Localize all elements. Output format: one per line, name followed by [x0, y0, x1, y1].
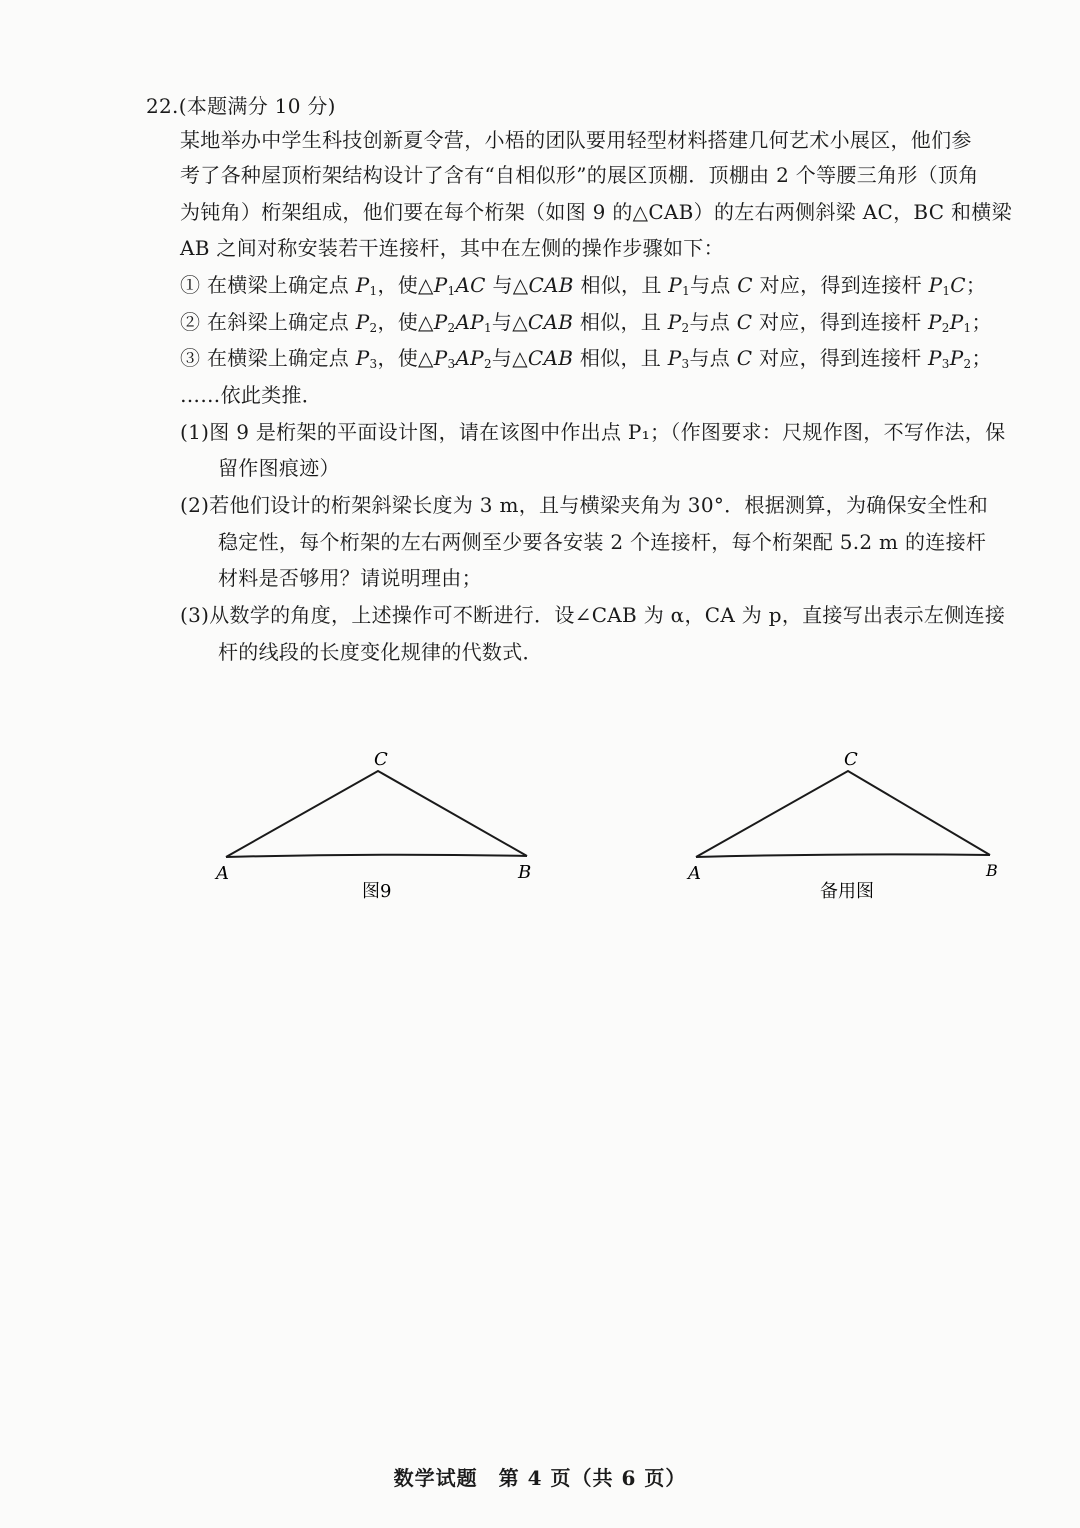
triangle-sides [696, 771, 990, 857]
subscript: 1 [682, 284, 690, 298]
math-symbol: C [737, 273, 753, 297]
step-2-mark: ② [180, 310, 201, 334]
vertex-label-b: B [518, 862, 532, 883]
step-text: 与△ [491, 346, 528, 370]
math-symbol: P [949, 346, 964, 370]
math-symbol: P [928, 310, 942, 334]
step-text: 与点 [689, 310, 737, 334]
step-text: 与△ [485, 273, 529, 297]
part-1 [180, 418, 1005, 446]
etc-line: ……依此类推． [180, 383, 323, 407]
subscript: 3 [941, 357, 950, 371]
triangle-base [696, 854, 990, 857]
math-symbol: CAB [527, 346, 574, 370]
step-text: 对应，得到连接杆 [752, 346, 929, 370]
page-footer: 数学试题 第 4 页（共 6 页） [393, 1466, 687, 1490]
subscript: 2 [369, 321, 378, 335]
step-3 [180, 344, 992, 372]
subscript: 3 [681, 357, 690, 371]
math-symbol: P [928, 346, 942, 370]
vertex-label-a: A [216, 863, 229, 884]
math-symbol: C [736, 310, 753, 334]
part-3-line-1: 从数学的角度，上述操作可不断进行．设∠CAB 为 α，CA 为 p，直接写出表示左侧连接 [209, 603, 1006, 627]
step-text: 在斜梁上确定点 [206, 310, 356, 334]
part-1-label: (1) [180, 420, 210, 444]
math-symbol: CAB [528, 273, 574, 297]
subscript: 2 [483, 357, 492, 371]
question-number: 22. [146, 94, 179, 118]
math-symbol: P [433, 346, 448, 370]
step-text: 对应，得到连接杆 [752, 310, 929, 334]
math-symbol: C [736, 346, 753, 370]
math-symbol: P [355, 273, 370, 297]
step-text: ； [965, 273, 987, 297]
subscript: 1 [369, 284, 378, 298]
figure-caption: 备用图 [820, 881, 874, 902]
step-text: ，使△ [377, 273, 434, 297]
subscript: 2 [941, 321, 950, 335]
score-note: (本题满分 10 分) [178, 94, 336, 118]
step-3-mark: ③ [180, 346, 201, 370]
step-text: 相似，且 [573, 310, 668, 334]
math-symbol: P [667, 346, 682, 370]
math-symbol: AP [455, 346, 484, 370]
part-3-line-2: 杆的线段的长度变化规律的代数式． [218, 640, 543, 664]
triangle-sides [226, 771, 527, 857]
part-3 [180, 601, 1005, 629]
subscript: 1 [447, 284, 456, 298]
step-text: ； [971, 346, 992, 370]
subscript: 1 [942, 284, 951, 298]
part-1-line-2: 留作图痕迹） [218, 456, 340, 480]
intro-line-1: 某地举办中学生科技创新夏令营，小梧的团队要用轻型材料搭建几何艺术小展区，他们参 [180, 128, 972, 152]
vertex-label-c: C [374, 749, 388, 770]
part-2-line-1: 若他们设计的桁架斜梁长度为 3 m，且与横梁夹角为 30°．根据测算，为确保安全性和 [209, 493, 989, 517]
intro-line-2: 考了各种屋顶桁架结构设计了含有“自相似形”的展区顶棚．顶棚由 2 个等腰三角形（顶角 [180, 163, 979, 187]
part-1-line-1: 图 9 是桁架的平面设计图，请在该图中作出点 P₁；（作图要求：尺规作图，不写作法，保 [209, 420, 1006, 444]
part-2-line-3: 材料是否够用？请说明理由； [218, 566, 482, 590]
vertex-label-b: B [986, 861, 998, 880]
intro-line-3: 为钝角）桁架组成，他们要在每个桁架（如图 9 的△CAB）的左右两侧斜梁 AC，BC 和横梁 [180, 200, 1012, 224]
figure-caption: 图9 [362, 881, 392, 902]
part-2 [180, 491, 988, 519]
subscript: 1 [483, 321, 492, 335]
triangle-base [226, 855, 527, 857]
step-text: 在横梁上确定点 [206, 346, 356, 370]
math-symbol: C [950, 273, 966, 297]
math-symbol: P [949, 310, 964, 334]
step-text: ，使△ [377, 310, 434, 334]
math-symbol: P [668, 273, 683, 297]
figure-9 [200, 740, 560, 910]
subscript: 3 [447, 357, 456, 371]
math-symbol: P [355, 346, 370, 370]
vertex-label-a: A [688, 863, 701, 884]
subscript: 2 [963, 357, 972, 371]
intro-line-4: AB 之间对称安装若干连接杆，其中在左侧的操作步骤如下： [180, 236, 724, 260]
subscript: 2 [447, 321, 456, 335]
math-symbol: P [433, 310, 448, 334]
part-3-label: (3) [180, 603, 210, 627]
step-text: 与点 [690, 273, 738, 297]
math-symbol: CAB [527, 310, 574, 334]
math-symbol: P [433, 273, 448, 297]
step-text: 相似，且 [573, 346, 668, 370]
subscript: 1 [963, 321, 972, 335]
subscript: 2 [681, 321, 690, 335]
subscript: 3 [369, 357, 378, 371]
step-2 [180, 308, 992, 336]
math-symbol: AP [455, 310, 484, 334]
step-1-mark: ① [180, 273, 201, 297]
part-2-label: (2) [180, 493, 210, 517]
vertex-label-c: C [844, 749, 858, 770]
math-symbol: P [928, 273, 943, 297]
step-text: 对应，得到连接杆 [752, 273, 929, 297]
step-text: 相似，且 [573, 273, 669, 297]
math-symbol: P [667, 310, 682, 334]
step-text: 与△ [491, 310, 528, 334]
math-symbol: P [355, 310, 370, 334]
part-2-line-2: 稳定性，每个桁架的左右两侧至少要各安装 2 个连接杆，每个桁架配 5.2 m 的连接杆 [218, 530, 987, 554]
step-text: 与点 [689, 346, 737, 370]
step-1 [180, 271, 986, 299]
spare-figure [670, 740, 1030, 910]
step-text: 在横梁上确定点 [206, 273, 356, 297]
question-header [146, 92, 336, 120]
math-symbol: AC [455, 273, 486, 297]
step-text: ，使△ [377, 346, 434, 370]
step-text: ； [971, 310, 992, 334]
